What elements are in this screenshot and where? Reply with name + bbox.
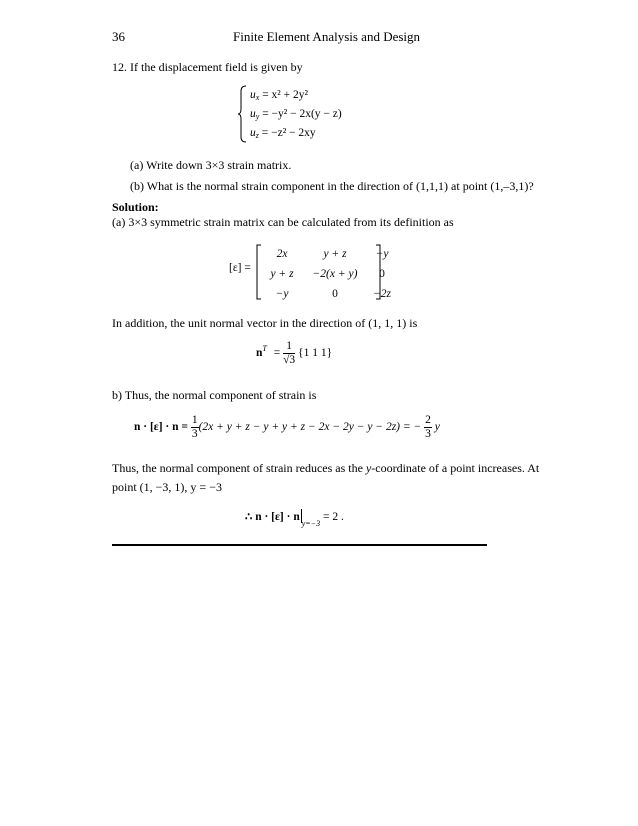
matrix-cell: 2x	[276, 248, 288, 260]
fraction: $\frac{1}{√3}$	[283, 340, 296, 366]
fraction: $\frac{2}{3}$	[425, 414, 431, 440]
equation-uy: $u_y = -y^2 - 2x(y - z)$	[250, 108, 342, 121]
equation-ux: $u_x = x^2 + 2y^2$	[250, 89, 308, 102]
matrix-row	[258, 244, 400, 264]
solution-b-text: b) Thus, the normal component of strain is	[112, 388, 317, 402]
page-number: 36	[112, 29, 125, 44]
unit-vector-text: In addition, the unit normal vector in the direction of (1, 1, 1) is	[112, 316, 418, 330]
problem-intro: 12. If the displacement field is given by	[112, 60, 303, 74]
matrix-cell: 0	[332, 288, 338, 300]
matrix-row	[258, 284, 400, 304]
strain-lhs: [ε] =	[229, 262, 251, 274]
matrix-row	[258, 264, 400, 284]
matrix-cell: y + z	[323, 248, 347, 260]
conclusion-line-2: point (1, −3, 1), y = −3	[112, 480, 222, 494]
solution-heading: Solution:	[112, 200, 159, 214]
part-a: (a) Write down 3×3 strain matrix.	[130, 158, 292, 172]
normal-component-equation: n · [ε] · n = $\frac{1}{3}$ (2x + y + z − y + y + z − 2x − 2y − y − 2z) = − $\frac{2}{3}$ y	[134, 414, 440, 440]
conclusion-line-1: Thus, the normal component of strain reduces as the y-coordinate of a point increases. At	[112, 461, 540, 475]
left-brace	[238, 85, 248, 143]
matrix-cell: −2z	[373, 288, 391, 300]
matrix-cell: −2(x + y)	[312, 268, 358, 280]
fraction: $\frac{1}{3}$	[191, 414, 198, 440]
solution-a-text: (a) 3×3 symmetric strain matrix can be calculated from its definition as	[112, 215, 454, 229]
running-title: Finite Element Analysis and Design	[233, 29, 421, 44]
strain-matrix	[258, 244, 400, 304]
end-rule	[112, 544, 487, 546]
matrix-cell: y + z	[270, 268, 294, 280]
matrix-cell: −y	[375, 248, 389, 260]
part-b: (b) What is the normal strain component in the direction of (1,1,1) at point (1,–3,1)?	[130, 179, 534, 193]
matrix-cell: −y	[275, 288, 289, 300]
final-result: ∴ $n \cdot [\varepsilon] \cdot n_{y=-3} = 2$ .	[245, 511, 344, 528]
matrix-cell: 0	[379, 268, 385, 280]
unit-vector-equation: $n^T$ = $\frac{1}{√3}$ {1 1 1}	[256, 340, 333, 366]
equation-uz: $u_z = -z^2 - 2xy$	[250, 127, 316, 140]
